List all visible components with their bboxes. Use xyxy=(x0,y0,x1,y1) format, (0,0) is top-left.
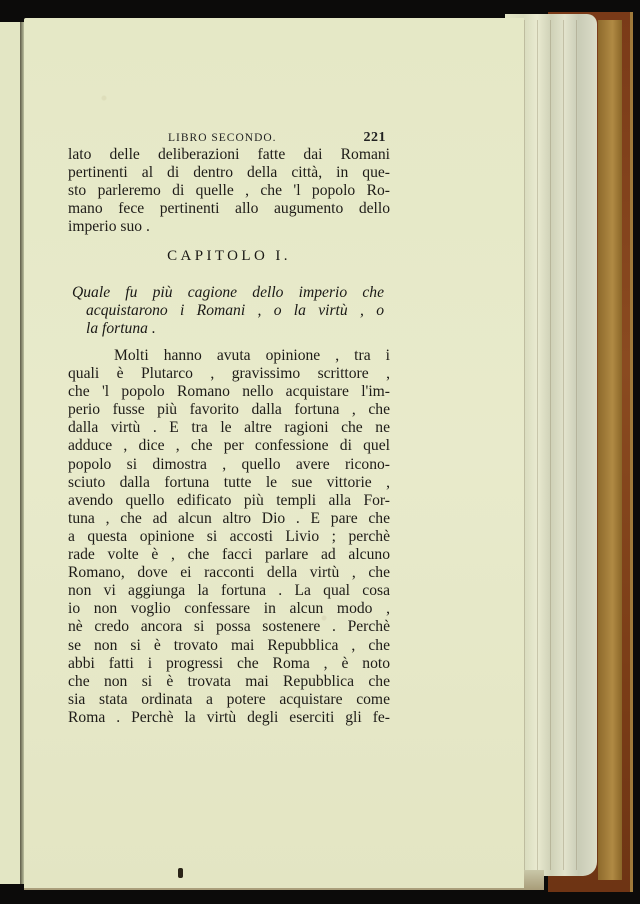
subtitle-line: Quale fu più cagione dello imperio che xyxy=(72,284,384,301)
subtitle-line: acquistarono i Romani , o la virtù , o xyxy=(86,302,384,319)
text-line: non vi aggiunga la fortuna . La qual cosa xyxy=(68,582,390,600)
text-line: lato delle deliberazioni fatte dai Romani xyxy=(68,146,390,163)
text-line: pertinenti al di dentro della città, in que- xyxy=(68,163,390,181)
text-line: popolo si dimostra , quello avere ricono- xyxy=(68,455,390,473)
text-line: Roma . Perchè la virtù degli eserciti gli fe- xyxy=(68,708,390,726)
text-line: che 'l popolo Romano nello acquistare l'im- xyxy=(68,383,390,401)
text-line: imperio suo . xyxy=(68,217,150,235)
chapter-subtitle xyxy=(72,284,384,338)
chapter-heading: CAPITOLO I. xyxy=(167,248,291,264)
text-line: mano fece pertinenti allo augumento dello xyxy=(68,199,390,217)
page-stack-lines xyxy=(518,20,588,870)
subtitle-line: la fortuna . xyxy=(86,320,156,337)
text-line: nè credo ancora si possa sostenere . Perchè xyxy=(68,618,390,636)
text-line: a questa opinione si accosti Livio ; perchè xyxy=(68,527,390,545)
text-line: tuna , che ad alcun altro Dio . E pare che xyxy=(68,509,390,527)
text-line: avendo quello edificato più templi alla For- xyxy=(68,491,390,509)
text-line: abbi fatti i progressi che Roma , è noto xyxy=(68,654,390,672)
text-line: perio fusse più favorito dalla fortuna , che xyxy=(68,401,390,419)
text-line: adduce , dice , che per confessione di quel xyxy=(68,437,390,455)
text-line: Romano, dove ei racconti della virtù , che xyxy=(68,564,390,582)
left-page-edge xyxy=(0,22,22,884)
text-line: quali è Plutarco , gravissimo scrittore , xyxy=(68,365,390,383)
ink-smudge xyxy=(178,868,183,878)
book-cover-edge xyxy=(598,20,622,880)
text-line: rade volte è , che facci parlare ad alcuno xyxy=(68,546,390,564)
page-number: 221 xyxy=(363,130,386,145)
continuation-paragraph xyxy=(68,146,390,236)
text-line: sto parleremo di quelle , che 'l popolo Ro- xyxy=(68,181,390,199)
text-line: io non voglio confessare in alcun modo , xyxy=(68,600,390,618)
text-line: sciuto dalla fortuna tutte le sue vittorie , xyxy=(68,473,390,491)
text-line: sia stata ordinata a potere acquistare come xyxy=(68,690,390,708)
running-head-title: LIBRO SECONDO. xyxy=(168,132,277,144)
text-line: dalla virtù . E tra le altre ragioni che ne xyxy=(68,419,390,437)
body-paragraph xyxy=(68,347,390,727)
text-line: che non si è trovata mai Repubblica che xyxy=(68,672,390,690)
text-line: se non si è trovato mai Repubblica , che xyxy=(68,636,390,654)
text-line: Molti hanno avuta opinione , tra i xyxy=(114,347,390,364)
